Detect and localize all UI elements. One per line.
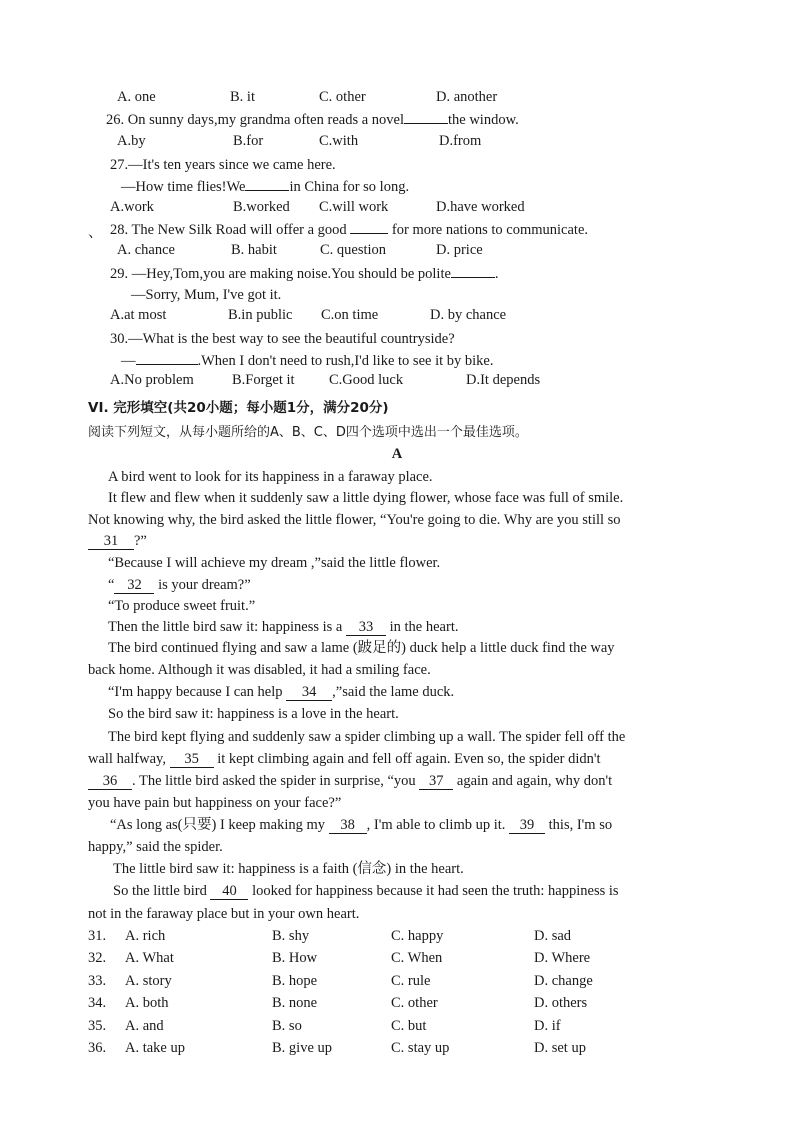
section-title: VI. 完形填空(共20小题；每小题1分，满分20分) <box>88 400 389 416</box>
q28-text-post: for more nations to communicate. <box>391 222 589 238</box>
q25-option-c: C. other <box>319 89 366 105</box>
blank-36: 36 <box>88 773 132 790</box>
q26-option-a: A.by <box>117 133 146 149</box>
q30-stem: 30.—What is the best way to see the beautiful countryside? <box>110 331 455 347</box>
q30-option-b: B.Forget it <box>232 372 295 388</box>
answer-33-b: B. hope <box>272 973 318 989</box>
passage-p18: happy,” said the spider. <box>88 839 223 855</box>
q27-text-pre: —How time flies!We <box>121 179 246 195</box>
q29-option-d: D. by chance <box>430 307 507 323</box>
passage-p8-pre: Then the little bird saw it: happiness is a <box>108 619 343 635</box>
q30-reply <box>121 351 493 371</box>
passage-p17-mid: , I'm able to climb up it. <box>366 817 506 833</box>
passage-p19: The little bird saw it: happiness is a faith (信念) in the heart. <box>113 861 464 877</box>
q26-blank <box>404 123 448 124</box>
passage-p2: It flew and flew when it suddenly saw a little dying flower, whose face was full of smile. <box>108 490 624 506</box>
passage-label: A <box>391 446 403 462</box>
blank-39: 39 <box>509 817 545 834</box>
answer-35-c: C. but <box>391 1018 427 1034</box>
passage-p15 <box>88 771 612 791</box>
q29-stem <box>110 264 499 284</box>
passage-p11 <box>108 682 454 702</box>
q25-option-b: B. it <box>230 89 255 105</box>
answer-num-33: 33. <box>88 973 107 989</box>
answer-36-c: C. stay up <box>391 1040 450 1056</box>
passage-p4-post: ?” <box>134 533 147 549</box>
passage-p5: “Because I will achieve my dream ,”said the little flower. <box>108 555 441 571</box>
blank-33: 33 <box>346 619 386 636</box>
blank-38: 38 <box>329 817 367 834</box>
passage-p6 <box>108 575 251 595</box>
passage-p1: A bird went to look for its happiness in a faraway place. <box>108 469 433 485</box>
passage-p21: not in the faraway place but in your own heart. <box>88 906 360 922</box>
q26-text-post: the window. <box>448 112 519 128</box>
q29-option-c: C.on time <box>321 307 379 323</box>
answer-34-b: B. none <box>272 995 318 1011</box>
passage-p13: The bird kept flying and suddenly saw a spider climbing up a wall. The spider fell off the <box>108 729 626 745</box>
passage-p11-pre: “I'm happy because I can help <box>108 684 283 700</box>
q27-reply <box>121 177 409 197</box>
q28-blank <box>350 233 388 234</box>
answer-31-a: A. rich <box>125 928 166 944</box>
q30-option-d: D.It depends <box>466 372 541 388</box>
passage-p14-pre: wall halfway, <box>88 751 166 767</box>
q30-text-post: .When I don't need to rush,I'd like to see it by bike. <box>197 353 494 369</box>
q25-option-d: D. another <box>436 89 498 105</box>
q29-text-pre: 29. —Hey,Tom,you are making noise.You should be polite <box>110 266 451 282</box>
answer-35-b: B. so <box>272 1018 302 1034</box>
answer-32-c: C. When <box>391 950 443 966</box>
q30-text-pre: — <box>121 353 136 369</box>
passage-p6-post: is your dream?” <box>158 577 251 593</box>
blank-37: 37 <box>419 773 453 790</box>
q28-mark: 、 <box>88 225 103 241</box>
passage-p15-post: again and again, why don't <box>456 773 613 789</box>
passage-p20-post: looked for happiness because it had seen the truth: happiness is <box>252 883 619 899</box>
q28-option-a: A. chance <box>117 242 175 258</box>
answer-32-b: B. How <box>272 950 318 966</box>
answer-34-d: D. others <box>534 995 588 1011</box>
answer-35-d: D. if <box>534 1018 561 1034</box>
passage-p17 <box>110 815 612 835</box>
q27-text-post: in China for so long. <box>289 179 410 195</box>
q26-option-c: C.with <box>319 133 359 149</box>
passage-p8 <box>108 617 458 637</box>
blank-34: 34 <box>286 684 332 701</box>
answer-36-a: A. take up <box>125 1040 185 1056</box>
passage-p20 <box>113 881 619 901</box>
blank-32: 32 <box>114 577 154 594</box>
q28-option-d: D. price <box>436 242 483 258</box>
q27-option-d: D.have worked <box>436 199 525 215</box>
answer-33-d: D. change <box>534 973 593 989</box>
section-instruction: 阅读下列短文，从每小题所给的A、B、C、D四个选项中选出一个最佳选项。 <box>88 425 528 440</box>
passage-p6-pre: “ <box>108 577 115 593</box>
q30-option-c: C.Good luck <box>329 372 404 388</box>
passage-p17-pre: “As long as(只要) I keep making my <box>110 817 326 833</box>
answer-33-a: A. story <box>125 973 172 989</box>
passage-p15-mid: . The little bird asked the spider in surprise, “you <box>132 773 416 789</box>
q28-stem <box>110 220 588 240</box>
answer-33-c: C. rule <box>391 973 431 989</box>
passage-p3: Not knowing why, the bird asked the little flower, “You're going to die. Why are you still so <box>88 512 621 528</box>
answer-36-d: D. set up <box>534 1040 586 1056</box>
q26-text-pre: 26. On sunny days,my grandma often reads a novel <box>106 112 404 128</box>
answer-num-31: 31. <box>88 928 107 944</box>
q27-blank <box>245 190 289 191</box>
q29-blank <box>451 277 495 278</box>
passage-p11-post: ,”said the lame duck. <box>332 684 455 700</box>
blank-40: 40 <box>210 883 248 900</box>
answer-32-d: D. Where <box>534 950 591 966</box>
answer-31-d: D. sad <box>534 928 572 944</box>
q30-blank <box>136 364 198 365</box>
blank-35: 35 <box>170 751 214 768</box>
answer-32-a: A. What <box>125 950 174 966</box>
q30-option-a: A.No problem <box>110 372 194 388</box>
passage-p10: back home. Although it was disabled, it had a smiling face. <box>88 662 431 678</box>
q29-option-b: B.in public <box>228 307 293 323</box>
passage-p9: The bird continued flying and saw a lame (跛足的) duck help a little duck find the way <box>108 640 615 656</box>
answer-num-32: 32. <box>88 950 107 966</box>
answer-31-b: B. shy <box>272 928 310 944</box>
passage-p7: “To produce sweet fruit.” <box>108 598 256 614</box>
q26-option-d: D.from <box>439 133 482 149</box>
q29-option-a: A.at most <box>110 307 167 323</box>
answer-36-b: B. give up <box>272 1040 333 1056</box>
answer-31-c: C. happy <box>391 928 444 944</box>
q28-option-c: C. question <box>320 242 387 258</box>
q25-option-a: A. one <box>117 89 156 105</box>
q27-option-b: B.worked <box>233 199 290 215</box>
q27-option-c: C.will work <box>319 199 389 215</box>
q29-text-post: . <box>494 266 499 282</box>
passage-p12: So the bird saw it: happiness is a love in the heart. <box>108 706 399 722</box>
q29-reply: —Sorry, Mum, I've got it. <box>131 287 282 303</box>
answer-num-36: 36. <box>88 1040 107 1056</box>
answer-34-c: C. other <box>391 995 438 1011</box>
q28-text-pre: 28. The New Silk Road will offer a good <box>110 222 347 238</box>
passage-p14 <box>88 749 601 769</box>
passage-p20-pre: So the little bird <box>113 883 207 899</box>
q27-stem: 27.—It's ten years since we came here. <box>110 157 336 173</box>
answer-num-35: 35. <box>88 1018 107 1034</box>
passage-p14-post: it kept climbing again and fell off again. Even so, the spider didn't <box>217 751 601 767</box>
passage-p8-post: in the heart. <box>389 619 459 635</box>
passage-p17-post: this, I'm so <box>548 817 613 833</box>
q27-option-a: A.work <box>110 199 154 215</box>
answer-num-34: 34. <box>88 995 107 1011</box>
passage-p4 <box>88 531 147 551</box>
answer-35-a: A. and <box>125 1018 164 1034</box>
blank-31: 31 <box>88 533 134 550</box>
answer-34-a: A. both <box>125 995 169 1011</box>
q28-option-b: B. habit <box>231 242 277 258</box>
passage-p16: you have pain but happiness on your face?” <box>88 795 342 811</box>
q26-stem <box>106 110 519 130</box>
q26-option-b: B.for <box>233 133 264 149</box>
